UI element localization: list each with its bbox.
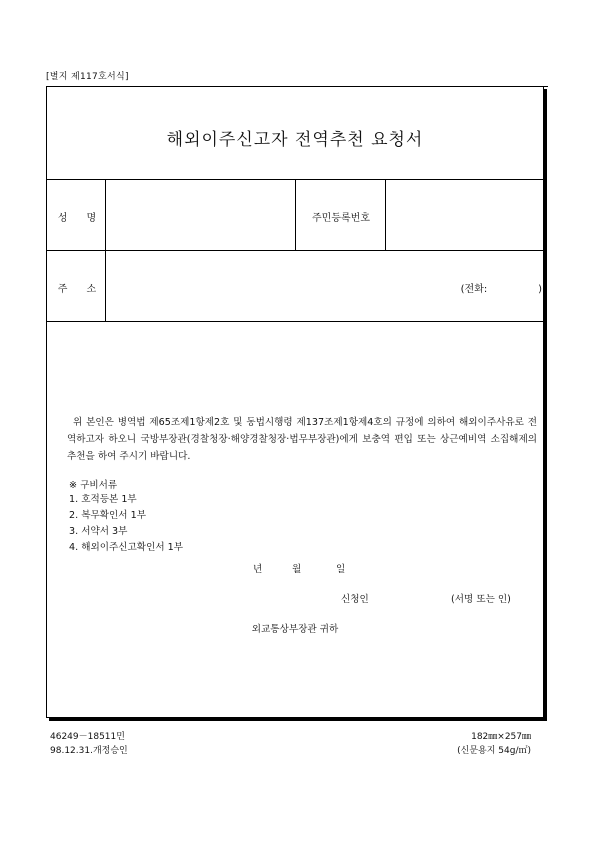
resident-number-label: 주민등록번호 xyxy=(312,213,370,224)
paper-size: 182㎜×257㎜ xyxy=(471,732,531,742)
resident-number-input-area[interactable] xyxy=(389,187,539,245)
applicant-label: 신청인 xyxy=(341,594,369,605)
name-label: 성 명 xyxy=(57,213,97,224)
address-input-area[interactable] xyxy=(109,257,439,315)
footer-right xyxy=(457,730,531,758)
attachment-item: 3. 서약서 3부 xyxy=(69,526,128,537)
paper-type: (신문용지 54g/㎡) xyxy=(457,746,531,756)
phone-label: (전화: ) xyxy=(460,284,542,295)
divider-bottom xyxy=(47,321,543,322)
form-code: 46249－18511민 xyxy=(50,732,125,742)
footer-left xyxy=(50,730,128,758)
date-day: 일 xyxy=(336,564,346,575)
approval-date: 98.12.31.개정승인 xyxy=(50,746,128,756)
label-column-divider xyxy=(105,179,106,321)
form-title: 해외이주신고자 전역추천 요청서 xyxy=(166,130,424,150)
form-frame xyxy=(46,86,544,718)
resident-label-divider xyxy=(385,179,386,250)
attachment-item: 4. 해외이주신고확인서 1부 xyxy=(69,542,184,553)
address-label: 주 소 xyxy=(57,284,97,295)
addressee: 외교통상부장관 귀하 xyxy=(251,624,339,635)
attachment-item: 1. 호적등본 1부 xyxy=(69,494,137,505)
date-year: 년 xyxy=(253,564,263,575)
attachments-list xyxy=(69,492,183,556)
name-value-divider xyxy=(295,179,296,250)
name-input-area[interactable] xyxy=(109,187,291,245)
frame-top-extension xyxy=(46,86,548,87)
attachments-title: ※ 구비서류 xyxy=(69,480,118,491)
divider-middle xyxy=(47,250,543,251)
attachment-item: 2. 복무확인서 1부 xyxy=(69,510,146,521)
signature-note: (서명 또는 인) xyxy=(451,594,511,605)
date-month: 월 xyxy=(292,564,302,575)
form-number-label: [별지 제117호서식] xyxy=(46,72,129,82)
request-statement: 위 본인은 병역법 제65조제1항제2호 및 동법시행령 제137조제1항제4호의 규정에 의하여 해외이주사유로 전역하고자 하오니 국방부장관(경찰청장·해양경찰청장·법무부장관)에게 보충역 편입 또는 상근예비역 소집해제의 추천을 하여 주시기 바랍니다. xyxy=(67,417,537,462)
